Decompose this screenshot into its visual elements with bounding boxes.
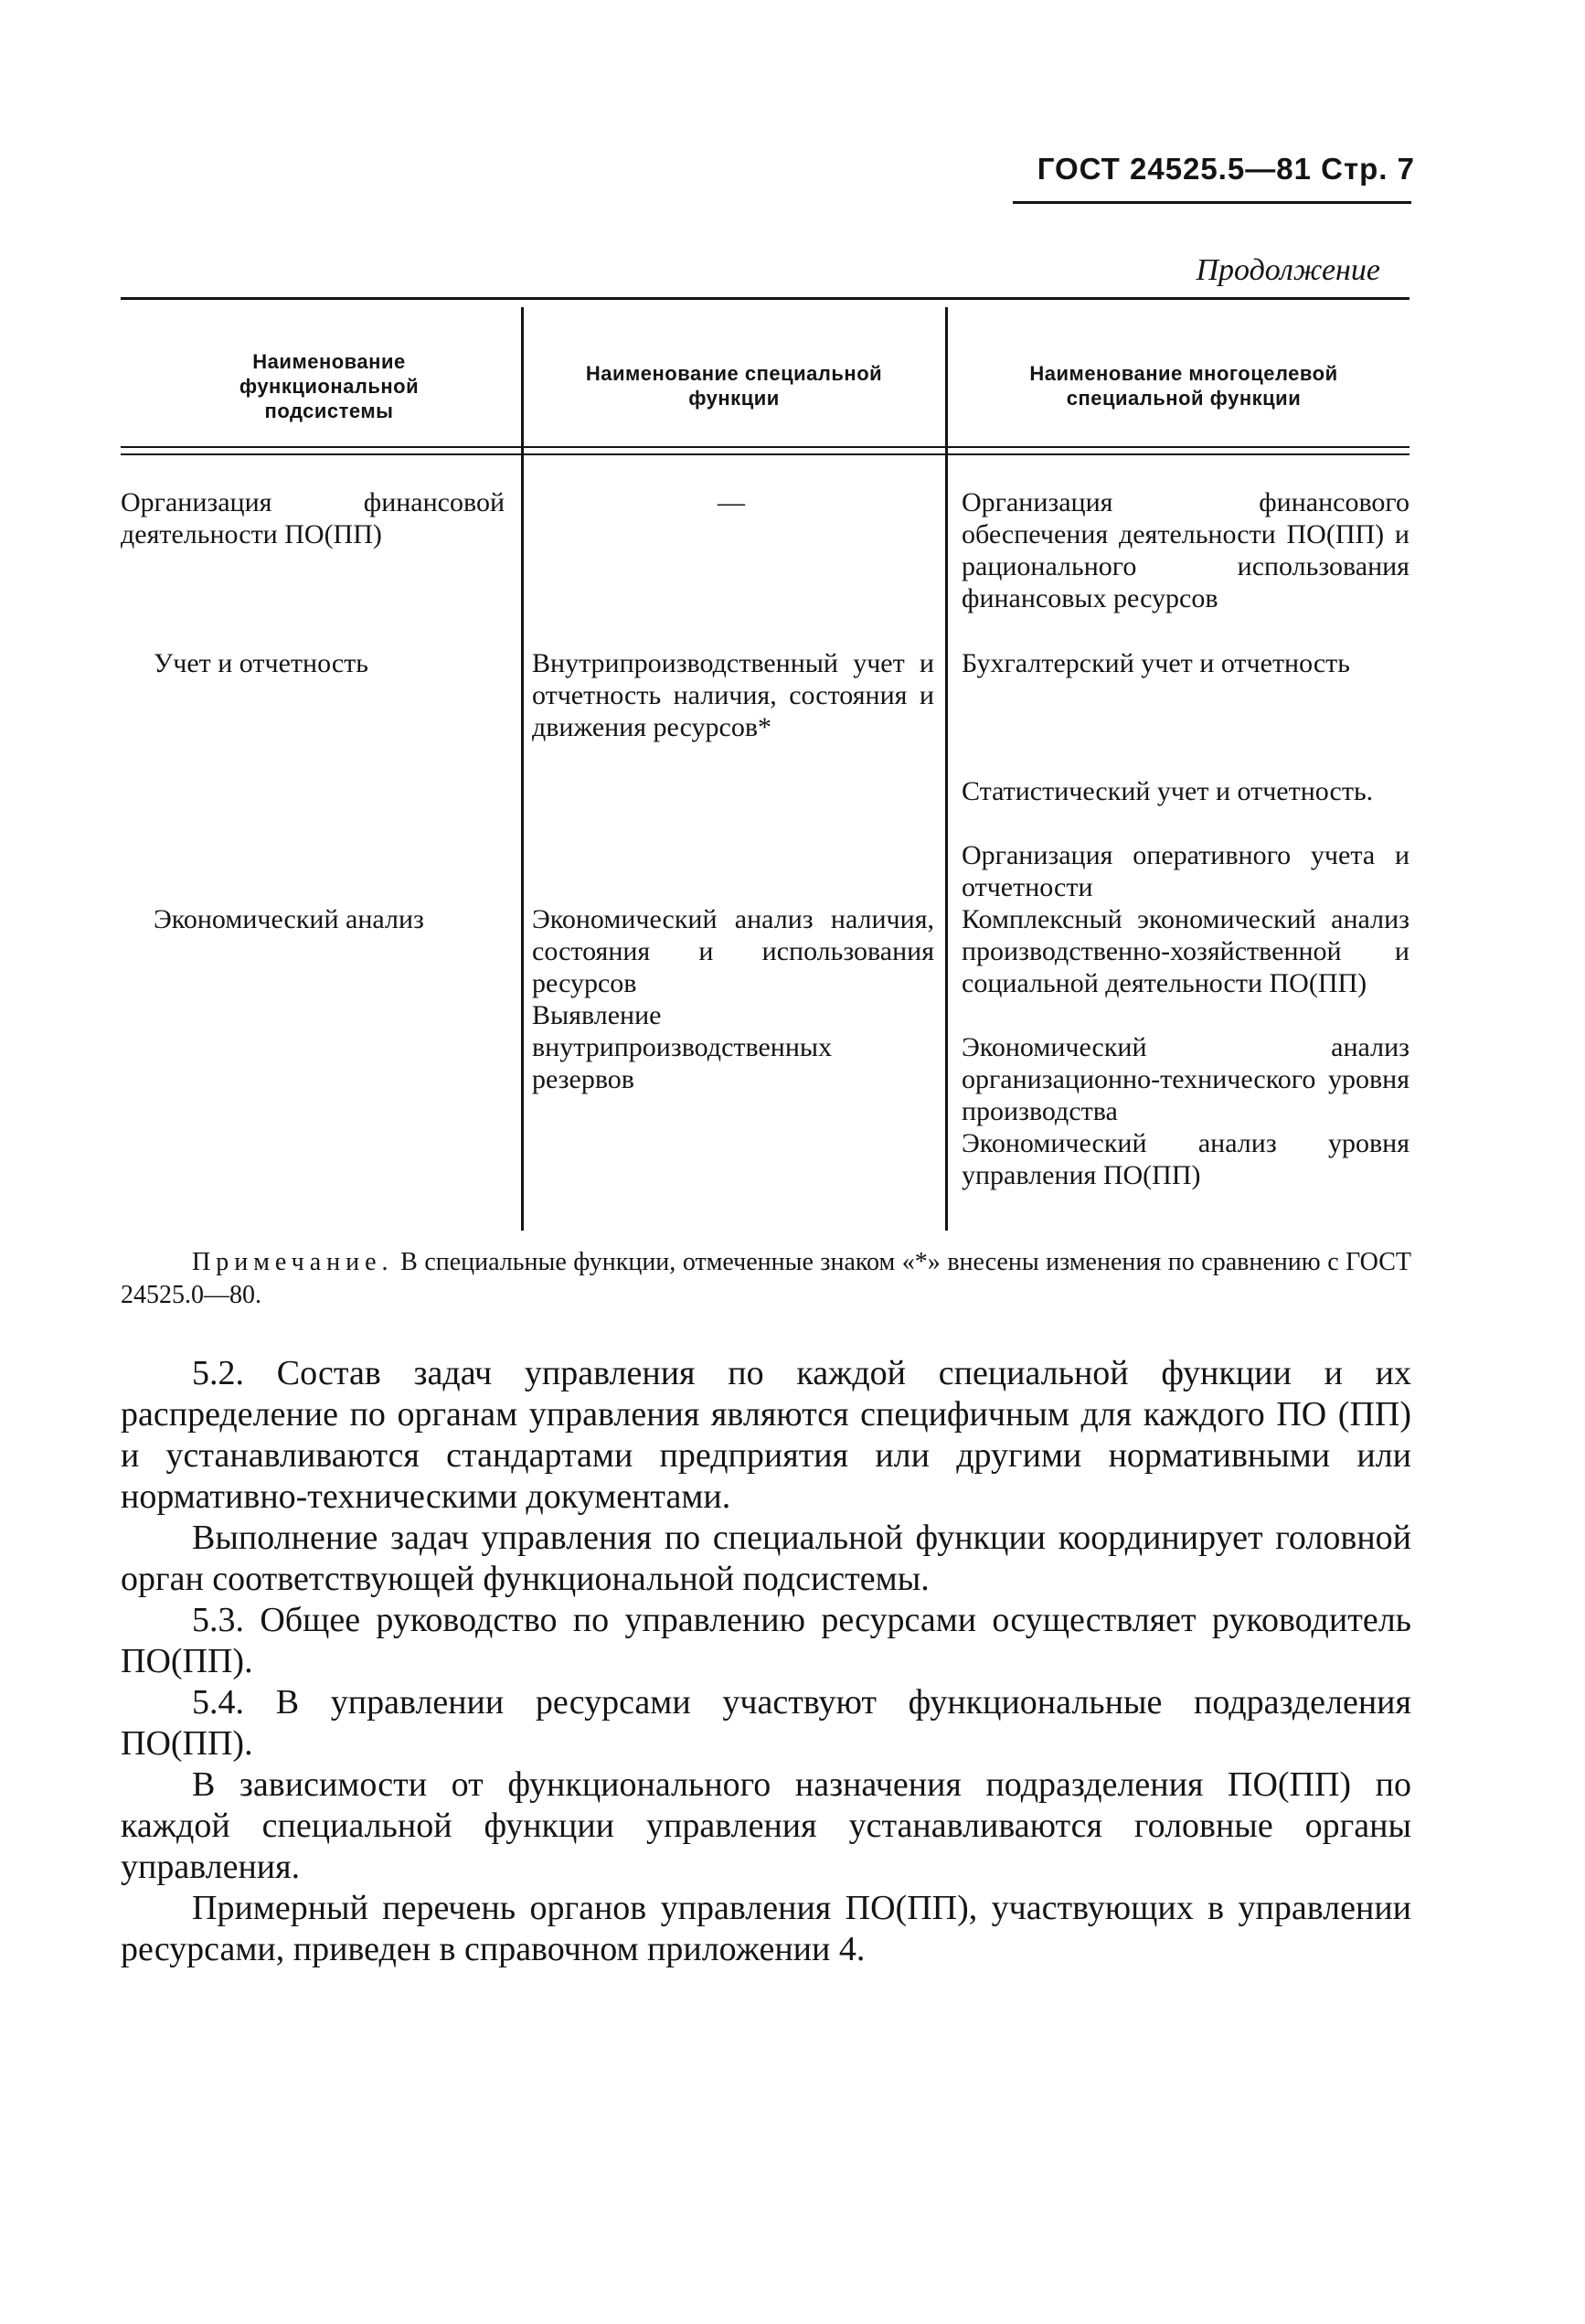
paragraph-5-3: 5.3. Общее руководство по управлению ресурсами осуществляет руководитель ПО(ПП). xyxy=(121,1601,1411,1680)
table-cell-subsystem: Организация финансовой деятельности ПО(ПП) xyxy=(121,487,505,549)
table-cell-multipurpose-function: Бухгалтерский учет и отчетность xyxy=(962,648,1350,678)
table-cell-subsystem: Экономический анализ xyxy=(154,904,424,934)
table-cell-multipurpose-function: Организация оперативного учета и отчетности xyxy=(962,840,1409,902)
table-header-rule-1 xyxy=(121,446,1409,448)
paragraph: В зависимости от функционального назначения подразделения ПО(ПП) по каждой специальной функции управления устанавливаются головные органы управления. xyxy=(121,1765,1411,1886)
note-label: Примечание. xyxy=(192,1248,394,1276)
body-text xyxy=(121,1353,1411,1970)
paragraph-5-4: 5.4. В управлении ресурсами участвуют функциональные подразделения ПО(ПП). xyxy=(121,1683,1411,1763)
table-top-rule xyxy=(121,297,1409,300)
table-cell-special-function: Выявление внутрипроизводственных резервов xyxy=(532,1000,833,1094)
table-cell-subsystem: Учет и отчетность xyxy=(154,648,368,678)
table-cell-multipurpose-function: Статистический учет и отчетность. xyxy=(962,776,1374,806)
note-text: В специальные функции, отмеченные знаком «*» внесены изменения по сравнению с ГОСТ 24525.0—80. xyxy=(121,1248,1412,1309)
table-cell-multipurpose-function: Экономический анализ уровня управления ПО(ПП) xyxy=(962,1128,1409,1190)
column-header-subsystem: Наименование функциональной подсистемы xyxy=(239,349,420,422)
column-header-special-function: Наименование специальной функции xyxy=(585,362,883,410)
table-cell-special-function: Внутрипроизводственный учет и отчетность наличия, состояния и движения ресурсов* xyxy=(532,648,934,742)
table-cell-multipurpose-function: Комплексный экономический анализ производственно-хозяйственной и социальной деятельности ПО(ПП) xyxy=(962,904,1409,998)
table-note xyxy=(121,1246,1411,1312)
table-column-divider-1 xyxy=(521,307,524,1231)
table-cell-special-function: Экономический анализ наличия, состояния и использования ресурсов xyxy=(532,904,934,998)
paragraph-5-2: 5.2. Состав задач управления по каждой специальной функции и их распределение по органам управления являются специфичным для каждого ПО (ПП) и устанавливаются стандартами предприятия или другими нормативными или нормативно-техническими документами. xyxy=(121,1354,1411,1516)
continuation-label: Продолжение xyxy=(1196,253,1380,287)
table-cell-special-function: — xyxy=(718,487,745,517)
paragraph: Выполнение задач управления по специальной функции координирует головной орган соответствующей функциональной подсистемы. xyxy=(121,1519,1411,1598)
table-cell-multipurpose-function: Организация финансового обеспечения деятельности ПО(ПП) и рационального использования финансовых ресурсов xyxy=(962,487,1409,613)
header-rule xyxy=(1013,201,1411,204)
column-header-multipurpose-function: Наименование многоцелевой специальной функции xyxy=(1029,362,1338,410)
paragraph: Примерный перечень органов управления ПО(ПП), участвующих в управлении ресурсами, приведен в справочном приложении 4. xyxy=(121,1889,1411,1968)
table-column-divider-2 xyxy=(945,307,948,1231)
page-header: ГОСТ 24525.5—81 Стр. 7 xyxy=(1037,152,1415,186)
table-cell-multipurpose-function: Экономический анализ организационно-технического уровня производства xyxy=(962,1032,1409,1126)
table-header-rule-2 xyxy=(121,453,1409,455)
